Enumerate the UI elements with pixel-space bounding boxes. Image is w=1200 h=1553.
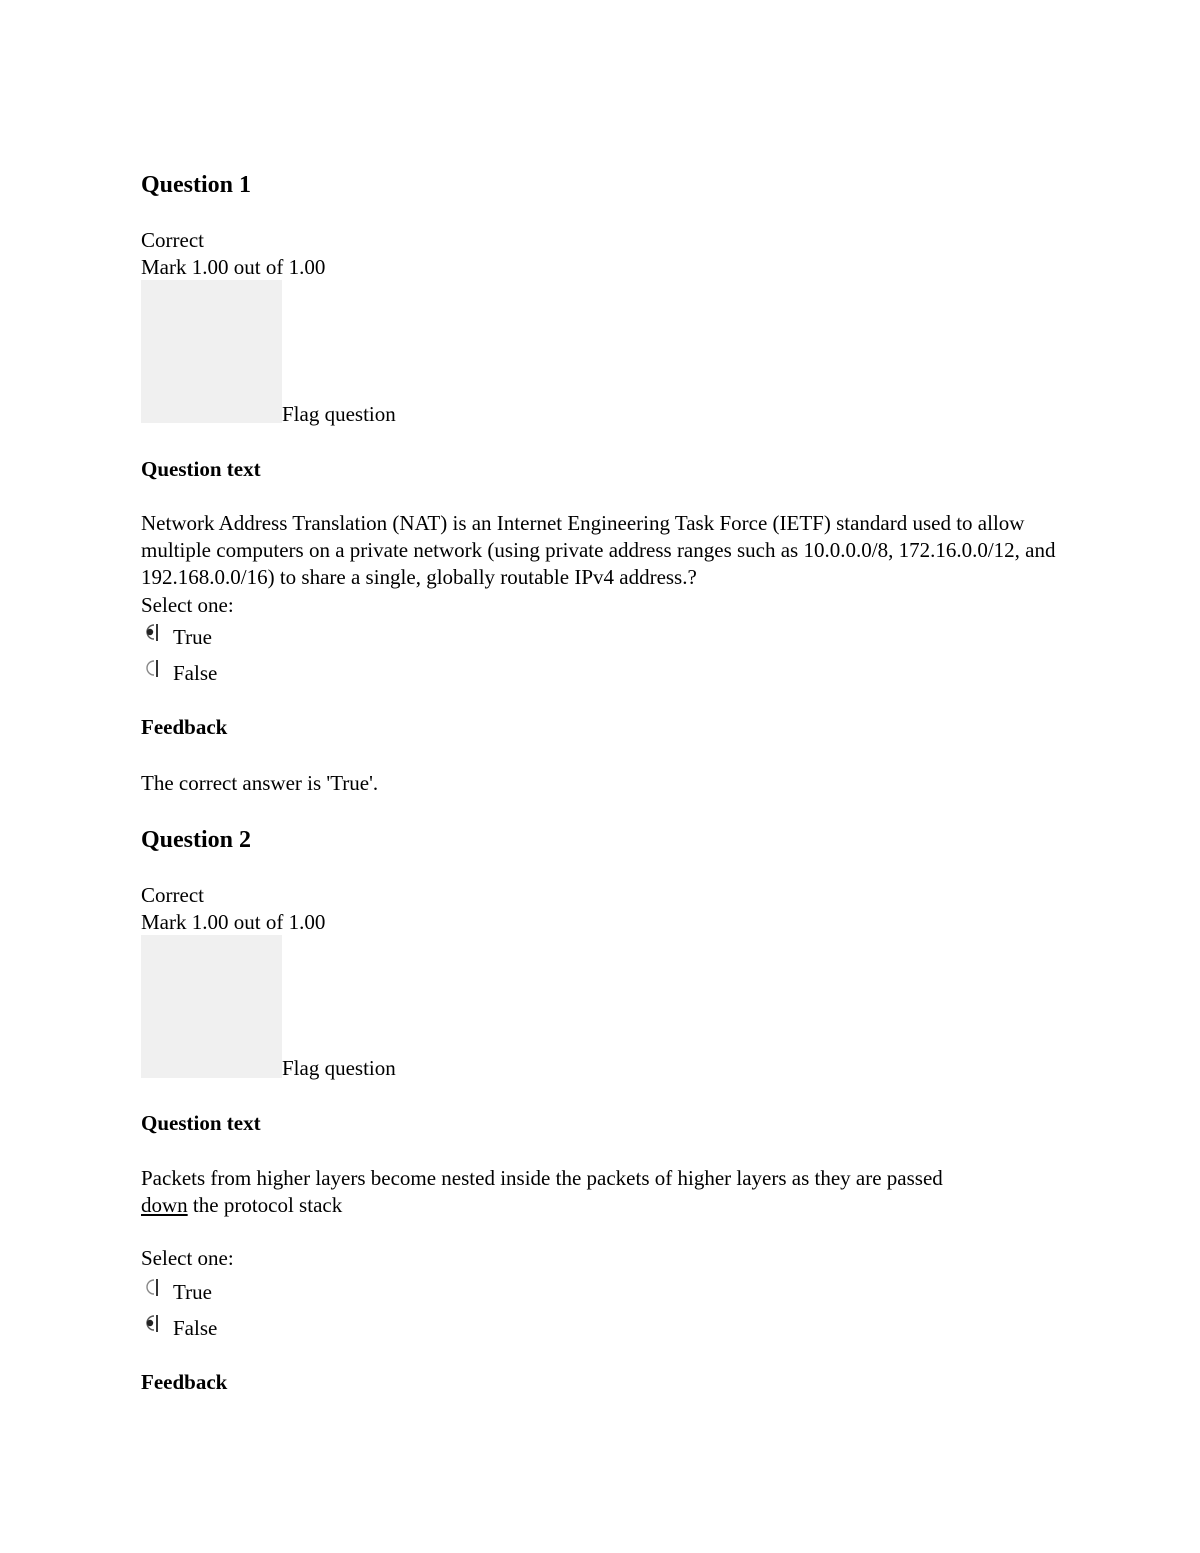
question-1-mark: Mark 1.00 out of 1.00	[141, 255, 326, 279]
radio-selected-icon[interactable]	[141, 622, 161, 644]
question-2-option-true-label: True	[173, 1279, 212, 1304]
question-2-mark: Mark 1.00 out of 1.00	[141, 910, 326, 934]
question-2-text-heading: Question text	[141, 1111, 261, 1135]
question-1-flag-question[interactable]: Flag question	[282, 402, 396, 426]
question-1-text-heading: Question text	[141, 457, 261, 481]
question-1-heading: Question 1	[141, 172, 252, 198]
radio-unselected-icon[interactable]	[141, 658, 161, 680]
question-2-flag-image[interactable]	[141, 935, 282, 1078]
question-2-text	[141, 1165, 1061, 1219]
question-1-feedback-text: The correct answer is 'True'.	[141, 771, 379, 795]
radio-selected-icon[interactable]	[141, 1313, 161, 1335]
question-1-flag-image[interactable]	[141, 280, 282, 423]
question-1-text: Network Address Translation (NAT) is an Internet Engineering Task Force (IETF) standard used to allow multiple computers on a private network (using private address ranges such as 10.0.0.0/8, 172.16.0.0/12, and 192.168.0.0/16) to share a single, globally routable IPv4 address.?	[141, 511, 1056, 589]
question-2-select-prompt: Select one:	[141, 1246, 234, 1270]
question-2-text-part1: Packets from higher layers become nested inside the packets of higher layers as they are passed	[141, 1166, 943, 1190]
question-2-text-part2: the protocol stack	[187, 1193, 343, 1217]
question-1-status: Correct	[141, 228, 204, 252]
question-2-status: Correct	[141, 883, 204, 907]
question-2-option-true[interactable]	[141, 1277, 212, 1307]
radio-unselected-icon[interactable]	[141, 1277, 161, 1299]
question-1-option-true[interactable]	[141, 622, 212, 652]
question-1-option-false-label: False	[173, 660, 218, 685]
question-2-option-false-label: False	[173, 1315, 218, 1340]
question-2-heading: Question 2	[141, 827, 252, 853]
question-1-feedback-heading: Feedback	[141, 715, 228, 739]
question-2-text-underlined: down	[141, 1193, 188, 1217]
question-1-option-true-label: True	[173, 624, 212, 649]
question-1-option-false[interactable]	[141, 658, 217, 688]
question-2-option-false[interactable]	[141, 1313, 217, 1343]
question-1-select-prompt: Select one:	[141, 593, 234, 617]
question-2-flag-question[interactable]: Flag question	[282, 1056, 396, 1080]
question-2-feedback-heading: Feedback	[141, 1370, 228, 1394]
